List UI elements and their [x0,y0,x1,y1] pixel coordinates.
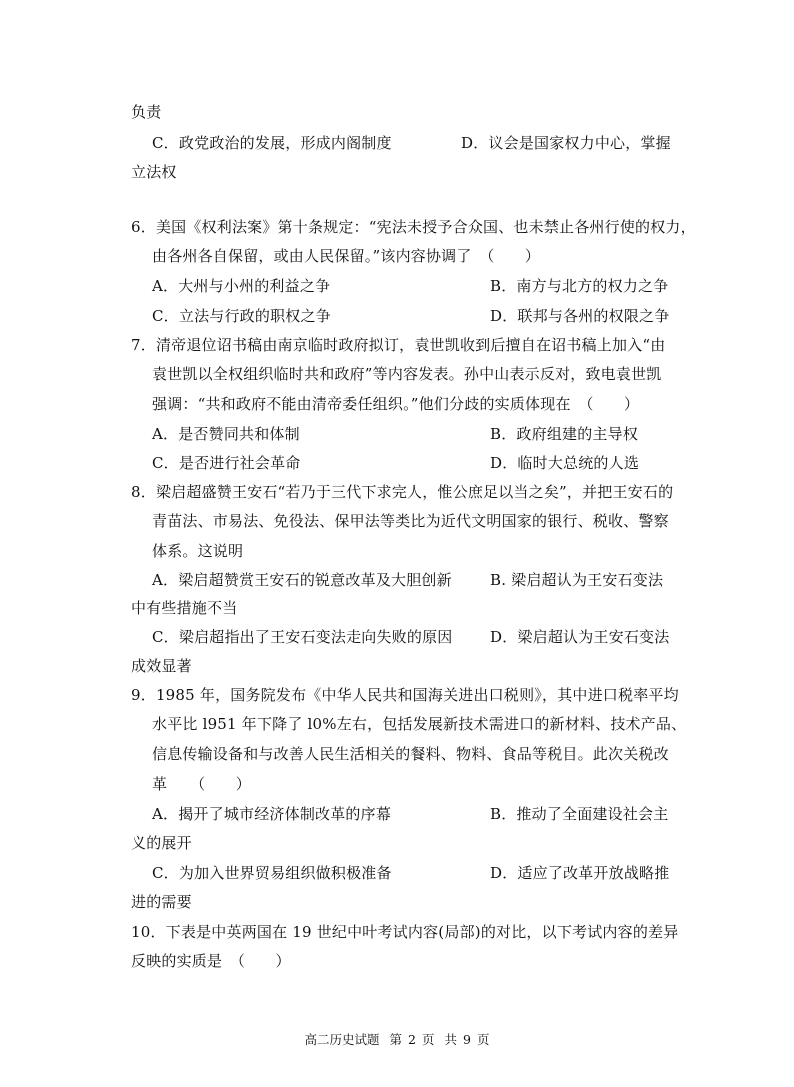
question-6-stem: 6．美国《权利法案》第十条规定：“宪法未授予合众国、也未禁止各州行使的权力， [131,218,696,236]
text-line: 义的展开 [131,834,192,852]
option-a: A．梁启超赞赏王安石的锐意改革及大胆创新 [152,571,452,589]
text-line: 进的需要 [131,893,192,911]
question-6-stem: 由各州各自保留，或由人民保留。”该内容协调了 （ ） [152,247,541,265]
option-d: D．梁启超认为王安石变法 [490,628,670,646]
page-footer [0,1032,794,1048]
text-line: 立法权 [131,163,177,181]
option-c: C．是否进行社会革命 [152,454,301,472]
option-b: B. 梁启超认为王安石变法 [490,571,664,589]
footer-total-pages: 9 [463,1032,471,1047]
footer-total-prefix: 共 [444,1032,457,1047]
option-d: D．临时大总统的人选 [490,454,640,472]
option-c: C．梁启超指出了王安石变法走向失败的原因 [152,628,453,646]
question-9-stem: 信息传输设备和与改善人民生活相关的餐料、物料、食品等税目。此次关税改 [152,745,669,763]
option-d: D．议会是国家权力中心，掌握 [461,134,671,152]
question-8-stem: 8．梁启超盛赞王安石“若乃于三代下求完人，惟公庶足以当之矣”，并把王安石的 [131,483,674,501]
question-8-stem: 体系。这说明 [152,542,244,560]
question-7-stem: 袁世凯以全权组织临时共和政府”等内容发表。孙中山表示反对，致电袁世凯 [152,365,662,383]
footer-page-unit: 页 [421,1032,435,1047]
option-a: A．是否赞同共和体制 [152,425,300,443]
option-a: A．大州与小州的利益之争 [152,277,331,295]
text-line: 成效显著 [131,657,192,675]
option-b: B．政府组建的主导权 [490,425,639,443]
question-9-stem: 革 （ ） [152,775,251,793]
option-c: C．政党政治的发展，形成内阁制度 [152,134,392,152]
option-c: C．为加入世界贸易组织做积极准备 [152,864,392,882]
question-8-stem: 青苗法、市易法、免役法、保甲法等类比为近代文明国家的银行、税收、警察 [152,512,669,530]
footer-total-unit: 页 [476,1032,490,1047]
option-b: B．推动了全面建设社会主 [490,805,669,823]
option-d: D．联邦与各州的权限之争 [490,307,670,325]
text-line: 负责 [131,103,162,121]
option-a: A．揭开了城市经济体制改革的序幕 [152,805,392,823]
footer-title: 高二历史试题 [304,1032,380,1047]
question-9-stem: 水平比 l951 年下降了 l0%左右，包括发展新技术需进口的新材料、技术产品、 [152,715,687,733]
question-9-stem: 9．1985 年，国务院发布《中华人民共和国海关进出口税则》，其中进口税率平均 [131,686,679,704]
question-10-stem: 10．下表是中英两国在 19 世纪中叶考试内容(局部)的对比，以下考试内容的差异 [131,923,679,941]
question-7-stem: 7．清帝退位诏书稿由南京临时政府拟订，袁世凯收到后擅自在诏书稿上加入“由 [131,336,666,354]
question-7-stem: 强调：“共和政府不能由清帝委任组织。”他们分歧的实质体现在 （ ） [152,395,640,413]
option-d: D．适应了改革开放战略推 [490,864,670,882]
text-line: 中有些措施不当 [131,599,238,617]
question-10-stem: 反映的实质是 （ ） [131,952,291,970]
option-c: C．立法与行政的职权之争 [152,307,331,325]
option-b: B．南方与北方的权力之争 [490,277,669,295]
footer-page-prefix: 第 [389,1032,403,1047]
footer-page-number: 2 [408,1032,416,1047]
